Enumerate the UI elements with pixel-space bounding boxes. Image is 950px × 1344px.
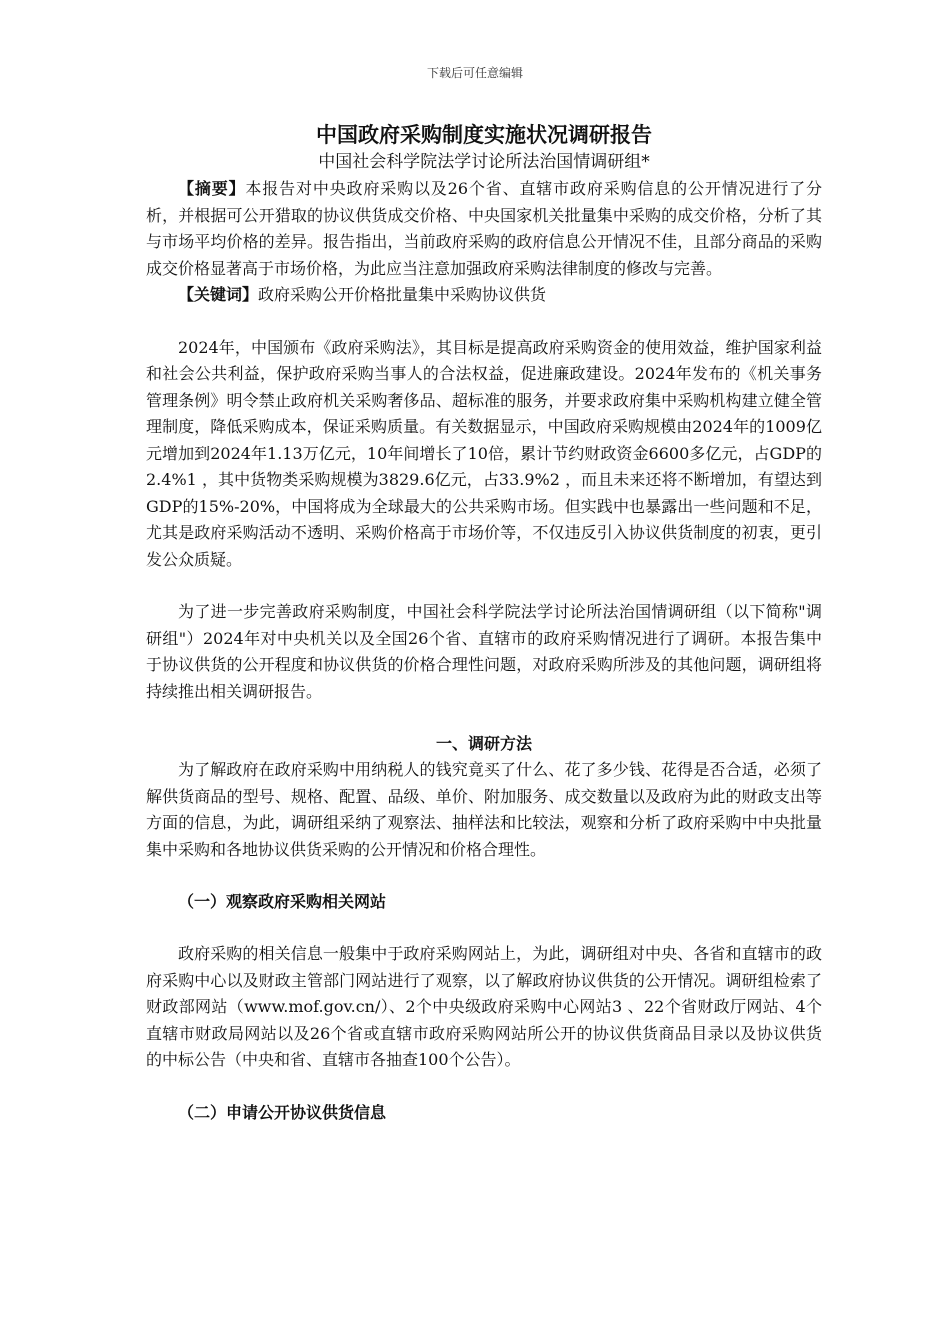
abstract-text: 本报告对中央政府采购以及26个省、直辖市政府采购信息的公开情况进行了分析，并根据可公开猎取的协议供货成交价格、中央国家机关批量集中采购的成交价格，分析了其与市场平均价格的差异。报告指出，当前政府采购的政府信息公开情况不佳，且部分商品的采购成交价格显著高于市场价格，为此应当注意加强政府采购法律制度的修改与完善。 xyxy=(146,179,822,278)
keywords-text: 政府采购公开价格批量集中采购协议供货 xyxy=(258,285,547,304)
spacer xyxy=(146,863,822,889)
keywords-paragraph xyxy=(146,282,822,309)
section-heading-methods: 一、调研方法 xyxy=(435,734,532,753)
abstract-label: 【摘要】 xyxy=(178,179,246,198)
spacer xyxy=(146,705,822,731)
document-author: 中国社会科学院法学讨论所法治国情调研组* xyxy=(318,152,650,172)
abstract-paragraph xyxy=(146,176,822,282)
document-body xyxy=(146,120,822,1126)
subsection-heading-websites: （一）观察政府采购相关网站 xyxy=(178,892,387,911)
spacer xyxy=(146,573,822,599)
websites-paragraph: 政府采购的相关信息一般集中于政府采购网站上，为此，调研组对中央、各省和直辖市的政府采购中心以及财政主管部门网站进行了观察，以了解政府协议供货的公开情况。调研组检索了财政部网站（www.mof.gov.cn/）、2个中央级政府采购中心网站3 、22个省财政厅网站、4个直辖市财政局网站以及26个省或直辖市政府采购网站所公开的协议供货商品目录以及协议供货的中标公告（中央和省、直辖市各抽查100个公告）。 xyxy=(146,944,822,1069)
intro-paragraph-1: 2024年，中国颁布《政府采购法》，其目标是提高政府采购资金的使用效益，维护国家利益和社会公共利益，保护政府采购当事人的合法权益，促进廉政建设。2024年发布的《机关事务管理条例》明令禁止政府机关采购奢侈品、超标准的服务，并要求政府集中采购机构建立健全管理制度，降低采购成本，保证采购质量。有关数据显示，中国政府采购规模由2024年的1009亿元增加到2024年1.13万亿元，10年间增长了10倍，累计节约财政资金6600多亿元，占GDP的2.4%1 ，其中货物类采购规模为3829.6亿元，占33.9%2 ，而且未来还将不断增加，有望达到GDP的15%-20%，中国将成为全球最大的公共采购市场。但实践中也暴露出一些问题和不足，尤其是政府采购活动不透明、采购价格高于市场价等，不仅违反引入协议供货制度的初衷，更引发公众质疑。 xyxy=(146,337,822,569)
document-title: 中国政府采购制度实施状况调研报告 xyxy=(316,122,652,147)
methods-paragraph: 为了解政府在政府采购中用纳税人的钱究竟买了什么、花了多少钱、花得是否合适，必须了解供货商品的型号、规格、配置、品级、单价、附加服务、成交数量以及政府为此的财政支出等方面的信息，为此，调研组采纳了观察法、抽样法和比较法，观察和分析了政府采购中中央批量集中采购和各地协议供货采购的公开情况和价格合理性。 xyxy=(146,760,822,859)
keywords-label: 【关键词】 xyxy=(178,285,259,304)
spacer xyxy=(146,309,822,335)
spacer xyxy=(146,1074,822,1100)
page-header-note: 下载后可任意编辑 xyxy=(426,66,523,80)
intro-paragraph-2: 为了进一步完善政府采购制度，中国社会科学院法学讨论所法治国情调研组（以下简称"调研组"）2024年对中央机关以及全国26个省、直辖市的政府采购情况进行了调研。本报告集中于协议供货的公开程度和协议供货的价格合理性问题，对政府采购所涉及的其他问题，调研组将持续推出相关调研报告。 xyxy=(146,602,822,701)
spacer xyxy=(146,915,822,941)
subsection-heading-requests: （二）申请公开协议供货信息 xyxy=(178,1102,387,1122)
